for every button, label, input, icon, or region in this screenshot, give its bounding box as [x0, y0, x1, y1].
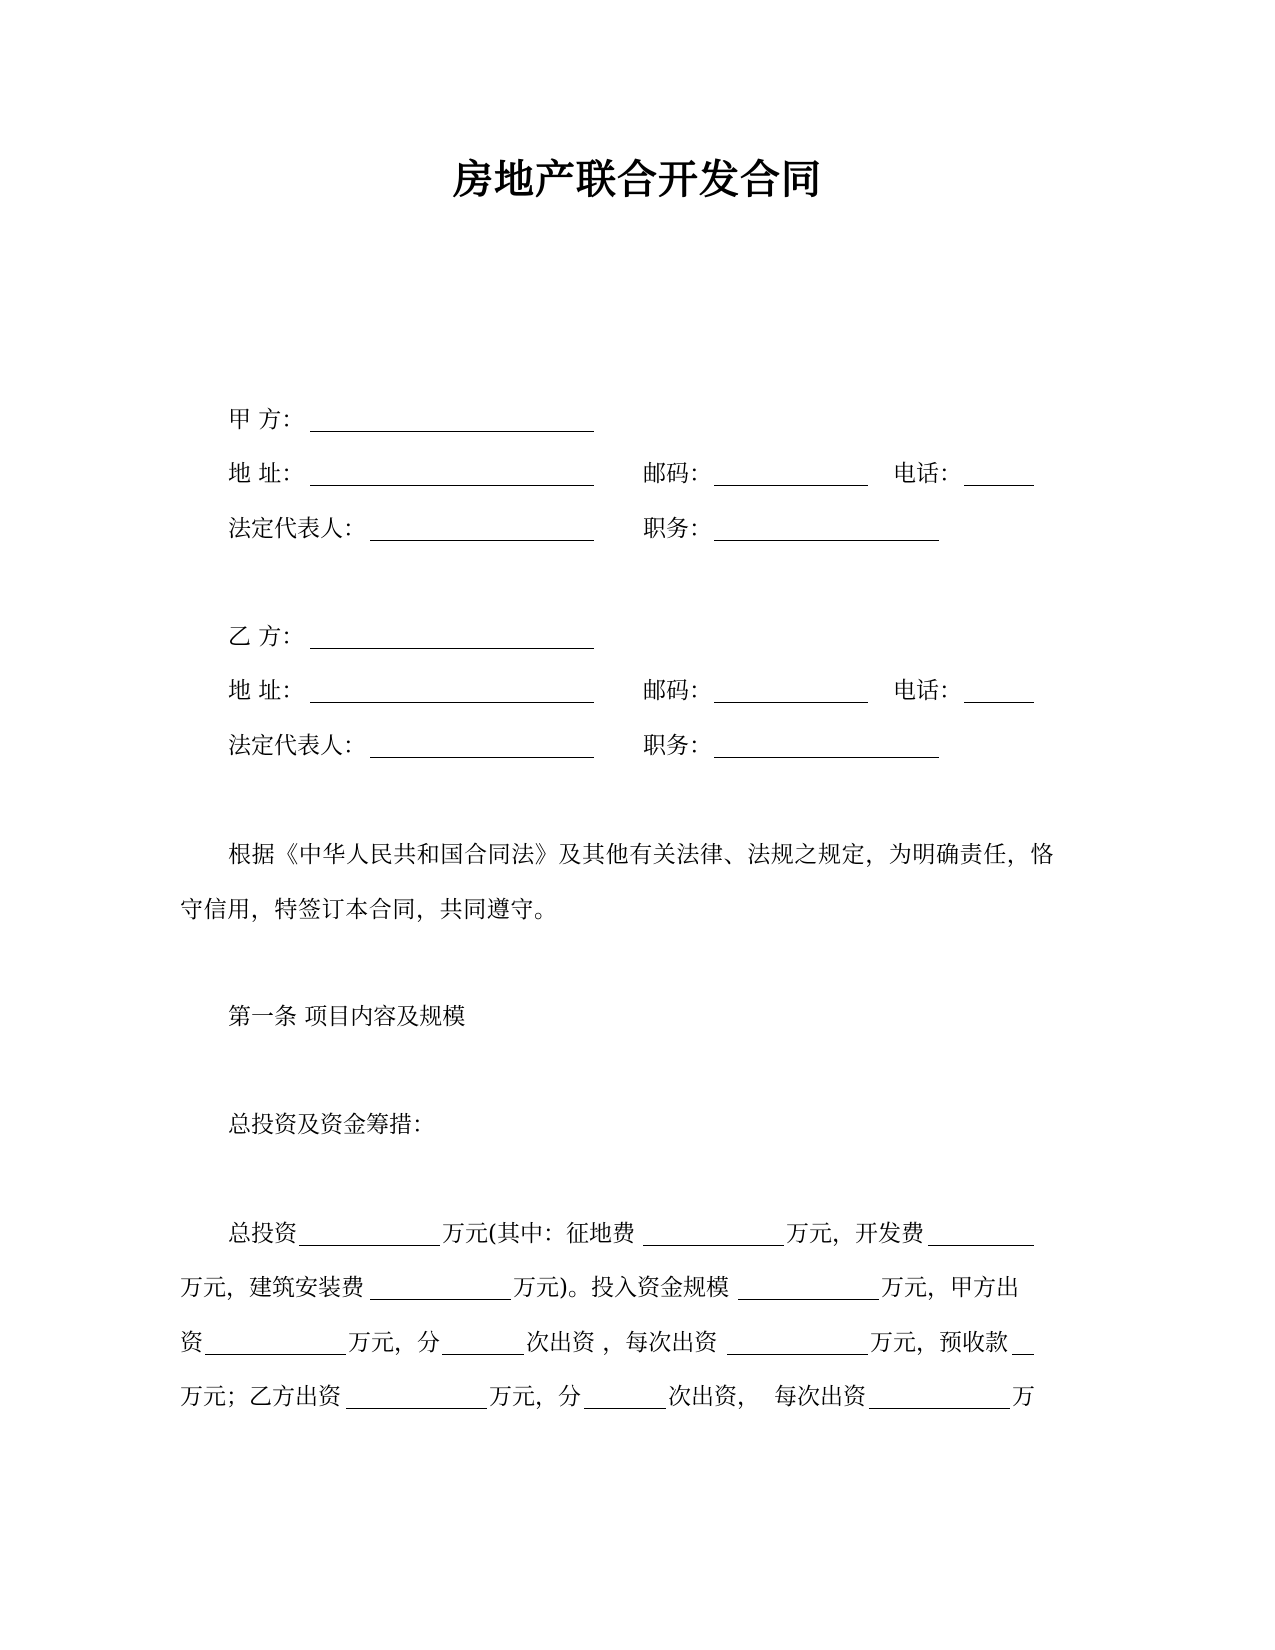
capital-scale-blank[interactable]: [738, 1299, 879, 1300]
inv-l2-text-3: 万元，甲方出: [881, 1275, 1019, 1301]
development-fee-blank[interactable]: [928, 1245, 1034, 1246]
document-title: 房地产联合开发合同: [453, 157, 822, 203]
party-b-name-label: 乙 方：: [228, 624, 305, 650]
party-b-capital-blank[interactable]: [346, 1408, 487, 1409]
inv-l1-text-2: 万元(其中：征地费: [442, 1221, 635, 1247]
party-b-postcode-label: 邮码：: [643, 678, 712, 704]
inv-l3-text-3: 次出资 ，每次出资: [526, 1330, 718, 1356]
party-a-rep-label: 法定代表人：: [228, 516, 366, 542]
party-a-rep-blank[interactable]: [370, 540, 594, 541]
party-b-address-label: 地 址：: [228, 678, 305, 704]
party-a-postcode-blank[interactable]: [714, 485, 868, 486]
party-b-address-blank[interactable]: [310, 702, 594, 703]
party-b-position-blank[interactable]: [714, 757, 939, 758]
party-a-name-blank[interactable]: [310, 431, 594, 432]
party-a-address-blank[interactable]: [310, 485, 594, 486]
construction-fee-blank[interactable]: [370, 1299, 511, 1300]
article-1-heading: 第一条 项目内容及规模: [228, 1004, 466, 1030]
inv-l4-text-4: 每次出资: [774, 1384, 866, 1410]
party-b-rep-blank[interactable]: [370, 757, 594, 758]
inv-l4-text-2: 万元，分: [489, 1384, 581, 1410]
inv-l1-text-1: 总投资: [228, 1221, 297, 1247]
party-a-capital-blank[interactable]: [205, 1354, 346, 1355]
preamble-line-1: 根据《中华人民共和国合同法》及其他有关法律、法规之规定，为明确责任，恪: [228, 842, 1054, 868]
party-b-phone-label: 电话：: [893, 678, 962, 704]
party-a-address-label: 地 址：: [228, 461, 305, 487]
party-b-each-installment-blank[interactable]: [869, 1408, 1010, 1409]
party-b-installments-blank[interactable]: [584, 1408, 666, 1409]
party-b-postcode-blank[interactable]: [714, 702, 868, 703]
inv-l3-text-2: 万元，分: [348, 1330, 440, 1356]
land-fee-blank[interactable]: [643, 1245, 784, 1246]
party-b-phone-blank[interactable]: [964, 702, 1034, 703]
party-b-position-label: 职务：: [643, 733, 712, 759]
party-a-installments-blank[interactable]: [442, 1354, 524, 1355]
inv-l4-text-3: 次出资，: [668, 1384, 760, 1410]
inv-l4-text-5: 万: [1012, 1384, 1035, 1410]
preamble-line-2: 守信用，特签订本合同，共同遵守。: [180, 897, 558, 923]
party-a-phone-label: 电话：: [893, 461, 962, 487]
inv-l3-text-1: 资: [180, 1330, 203, 1356]
party-b-name-blank[interactable]: [310, 648, 594, 649]
inv-l2-text-2: 万元)。投入资金规模: [513, 1275, 729, 1301]
advance-payment-blank[interactable]: [1012, 1354, 1034, 1355]
party-a-name-label: 甲 方：: [228, 407, 305, 433]
party-a-postcode-label: 邮码：: [643, 461, 712, 487]
party-a-position-blank[interactable]: [714, 540, 939, 541]
party-a-phone-blank[interactable]: [964, 485, 1034, 486]
party-a-position-label: 职务：: [643, 516, 712, 542]
inv-l2-text-1: 万元，建筑安装费: [180, 1275, 364, 1301]
inv-l4-text-1: 万元；乙方出资: [180, 1384, 341, 1410]
party-b-rep-label: 法定代表人：: [228, 733, 366, 759]
inv-l1-text-3: 万元，开发费: [786, 1221, 924, 1247]
investment-heading: 总投资及资金筹措：: [228, 1112, 435, 1138]
total-investment-blank[interactable]: [299, 1245, 440, 1246]
party-a-each-installment-blank[interactable]: [727, 1354, 868, 1355]
inv-l3-text-4: 万元，预收款: [870, 1330, 1008, 1356]
